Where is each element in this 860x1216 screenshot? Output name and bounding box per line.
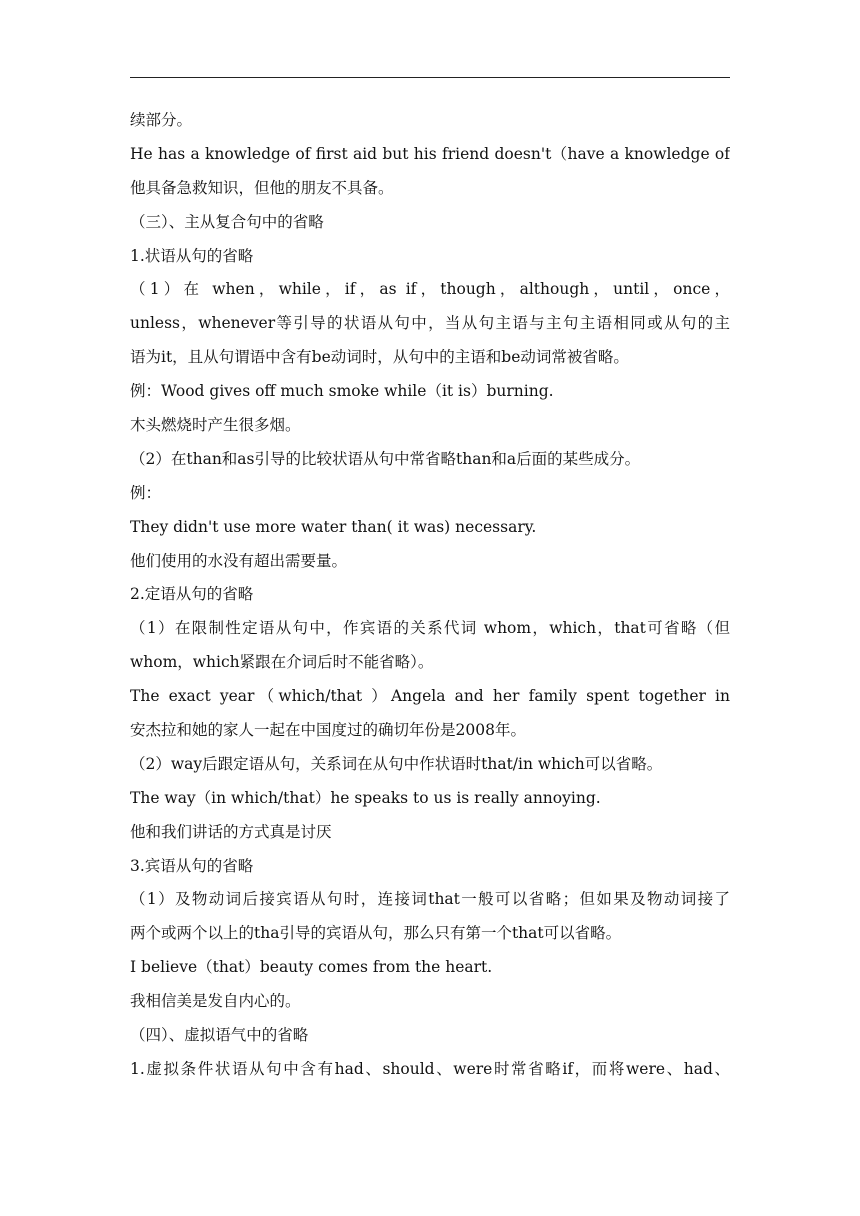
text-line: （2）way后跟定语从句，关系词在从句中作状语时that/in which可以省略。 [130,754,663,773]
text-line: 1.虚拟条件状语从句中含有had、should、were时常省略if，而将were、had、 [130,1059,730,1078]
text-line: （1）及物动词后接宾语从句时，连接词that一般可以省略；但如果及物动词接了 [130,890,730,909]
text-line: unless，whenever等引导的状语从句中，当从句主语与主句主语相同或从句的主 [130,314,730,333]
text-line: 他具备急救知识，但他的朋友不具备。 [130,178,394,197]
text-line: 语为it，且从句谓语中含有be动词时，从句中的主语和be动词常被省略。 [130,348,629,367]
text-line: （2）在than和as引导的比较状语从句中常省略than和a后面的某些成分。 [130,449,641,468]
subsection-heading: 1.状语从句的省略 [130,246,254,265]
text-line: 续部分。 [130,111,193,129]
translation-line: 木头燃烧时产生很多烟。 [130,416,301,435]
example-line: I believe（that）beauty comes from the heart. [130,958,493,977]
document-body [130,104,730,1087]
header-rule [130,77,730,78]
translation-line: 我相信美是发自内心的。 [130,992,301,1011]
text-line: He has a knowledge of first aid but his friend doesn't（have a knowledge of [130,144,730,163]
text-line: whom，which紧跟在介词后时不能省略）。 [130,653,434,672]
text-line: （1）在限制性定语从句中，作宾语的关系代词 whom，which，that可省略（但 [130,619,730,638]
section-heading: （四）、虚拟语气中的省略 [130,1026,309,1045]
translation-line: 他和我们讲话的方式真是讨厌 [130,822,332,841]
example-line: 例：Wood gives off much smoke while（it is）burning. [130,382,554,401]
example-label: 例： [130,483,162,502]
text-line: 两个或两个以上的tha引导的宾语从句，那么只有第一个that可以省略。 [130,924,622,943]
subsection-heading: 2.定语从句的省略 [130,585,254,604]
example-line: They didn't use more water than( it was) necessary. [130,517,537,536]
translation-line: 他们使用的水没有超出需要量。 [130,551,348,570]
translation-line: 安杰拉和她的家人一起在中国度过的确切年份是2008年。 [130,721,526,740]
subsection-heading: 3.宾语从句的省略 [130,856,254,875]
example-line: The exact year（which/that ）Angela and her family spent together in [130,687,730,706]
text-line: （1）在 when，while，if，as if，though，although，until，once， [130,280,730,299]
section-heading: （三）、主从复合句中的省略 [130,212,324,231]
example-line: The way（in which/that）he speaks to us is really annoying. [130,788,601,807]
